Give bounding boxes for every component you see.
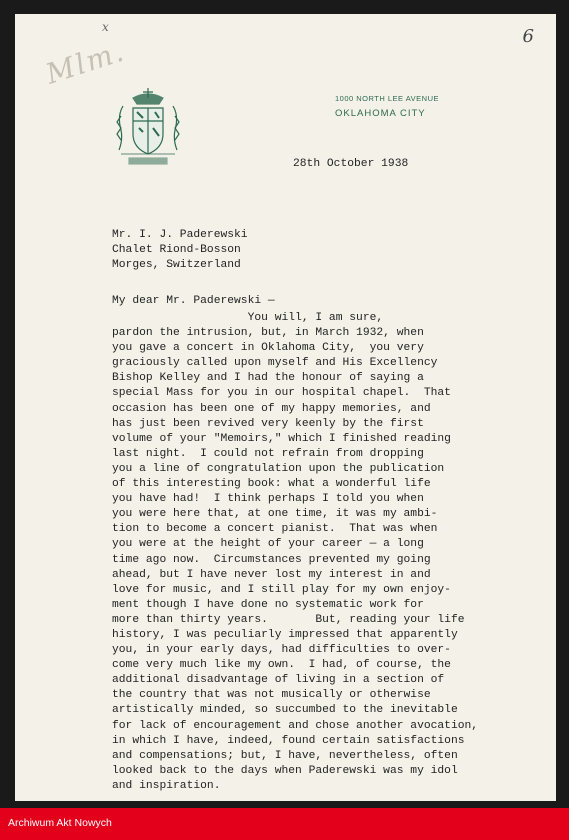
body-line: last night. I could not refrain from dropping [112,447,424,460]
body-line: ahead, but I have never lost my interest in and [112,568,431,581]
pencil-scribble: Mlm. [41,34,130,91]
body-line: has just been revived very keenly by the first [112,417,424,430]
body-line: you have had! I think perhaps I told you when [112,493,424,506]
body-line: ment though I have done no systematic work for [112,598,424,611]
body-line: graciously called upon myself and His Excellency [112,357,438,370]
letter-page [15,14,556,801]
recipient-line: Mr. I. J. Paderewski [112,229,248,241]
page-number: 6 [522,26,534,47]
body-line: you were here that, at one time, it was my ambi- [112,508,438,521]
body-line: pardon the intrusion, but, in March 1932, when [112,327,424,340]
body-line: for lack of encouragement and chose another avocation, [112,719,479,732]
body-line: additional disadvantage of living in a section of [112,674,445,687]
body-line: You will, I am sure, [112,312,384,324]
body-line: special Mass for you in our hospital chapel. That [112,387,451,400]
letterhead-address [335,94,439,119]
body-line: you gave a concert in Oklahoma City, you very [112,342,424,355]
recipient-line: Chalet Riond-Bosson [112,244,241,256]
body-line: history, I was peculiarly impressed that apparently [112,628,458,641]
letter-date: 28th October 1938 [293,158,409,170]
body-line: in which I have, indeed, found certain satisfactions [112,734,465,747]
archive-footer-bar [0,808,569,840]
body-line: the country that was not musically or otherwise [112,689,431,702]
address-street: 1000 NORTH LEE AVENUE [335,94,440,103]
body-line: artistically minded, so succumbed to the inevitable [112,704,458,717]
body-line: you a line of congratulation upon the publication [112,462,445,475]
body-line: you, in your early days, had difficulties to over- [112,644,451,657]
body-line: you were at the height of your career — a long [112,538,424,551]
handwritten-mark: x [102,20,109,34]
archive-label: Archiwum Akt Nowych [8,817,112,829]
body-line: time ago now. Circumstances prevented my going [112,553,431,566]
body-line: come very much like my own. I had, of course, the [112,659,451,672]
body-line: volume of your "Memoirs," which I finished reading [112,432,451,445]
body-line: occasion has been one of my happy memories, and [112,402,431,415]
body-line: love for music, and I still play for my own enjoy- [112,583,451,596]
recipient-line: Morges, Switzerland [112,259,241,271]
letter-body [112,311,478,794]
recipient-block [112,228,248,273]
body-line: of this interesting book: what a wonderful life [112,478,431,491]
body-line: Bishop Kelley and I had the honour of saying a [112,372,424,385]
body-line: looked back to the days when Paderewski was my idol [112,764,458,777]
body-line: and compensations; but, I have, nevertheless, often [112,749,458,762]
body-line: more than thirty years. But, reading your life [112,613,465,626]
body-line: tion to become a concert pianist. That was when [112,523,438,536]
salutation: My dear Mr. Paderewski — [112,295,275,307]
address-city: OKLAHOMA CITY [335,108,426,119]
body-line: and inspiration. [112,779,221,792]
coat-of-arms-icon [115,86,181,168]
